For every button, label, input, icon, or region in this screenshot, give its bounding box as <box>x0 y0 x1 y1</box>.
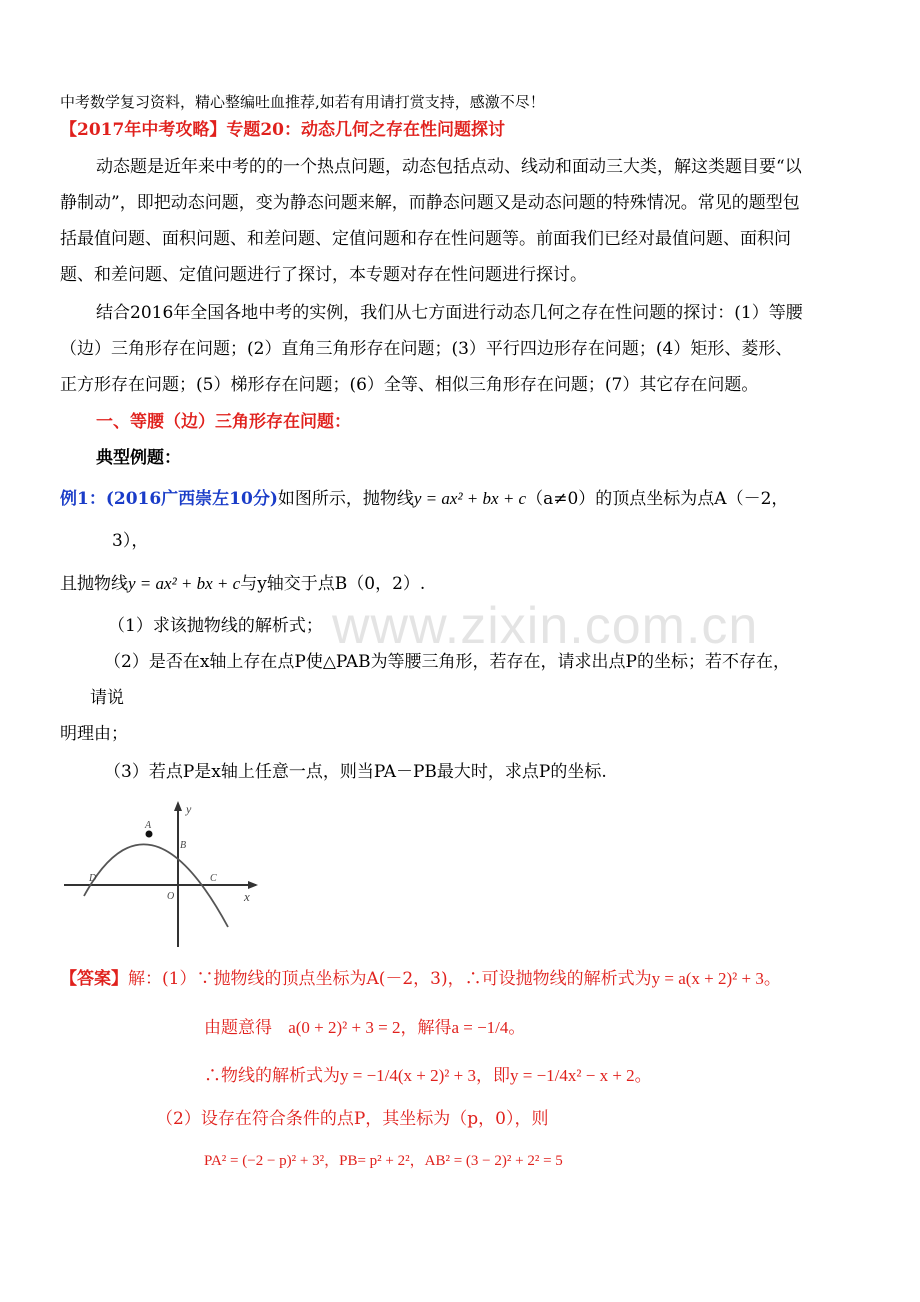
question-2-cont: 明理由； <box>60 724 128 744</box>
intro-line: （边）三角形存在问题；(2）直角三角形存在问题；(3）平行四边形存在问题；(4）矩形、菱形、 <box>60 339 793 359</box>
watermark: www.zixin.com.cn <box>332 597 759 655</box>
intro-line: 正方形存在问题；(5）梯形存在问题；(6）全等、相似三角形存在问题；(7）其它存在问题。 <box>60 375 759 395</box>
answer-label: 【答案】 <box>60 969 128 989</box>
section-heading: 一、等腰（边）三角形存在问题： <box>96 412 351 432</box>
answer-line-3: ∴物线的解析式为y = −1/4(x + 2)² + 3，即y = −1/4x² − x + 2。 <box>204 1066 652 1086</box>
answer-line-1: 【答案】解：(1）∵抛物线的顶点坐标为A(－2，3)，∴可设抛物线的解析式为y = a(x + 2)² + 3。 <box>60 969 781 989</box>
answer-line-2: 由题意得 a(0 + 2)² + 3 = 2，解得a = −1/4。 <box>204 1018 526 1038</box>
y-label: y <box>186 802 192 816</box>
origin-label: O <box>167 891 175 902</box>
page-title: 【2017年中考攻略】专题20：动态几何之存在性问题探讨 <box>60 120 505 140</box>
intro-line: 括最值问题、面积问题、和差问题、定值问题和存在性问题等。前面我们已经对最值问题、面积问 <box>60 229 791 249</box>
intro-line: 结合2016年全国各地中考的实例，我们从七方面进行动态几何之存在性问题的探讨：(1）等腰 <box>96 303 803 323</box>
question-2: （2）是否在x轴上存在点P使△PAB为等腰三角形，若存在，请求出点P的坐标；若不存在， <box>104 652 790 672</box>
intro-line: 动态题是近年来中考的的一个热点问题，动态包括点动、线动和面动三大类，解这类题目要“以 <box>96 157 802 177</box>
example-1-line: 且抛物线y = ax² + bx + c与y轴交于点B（0，2）. <box>60 574 426 594</box>
parabola-figure <box>60 795 270 950</box>
typical-heading: 典型例题： <box>96 448 181 468</box>
point-a-label: A <box>145 820 152 831</box>
question-1: （1）求该抛物线的解析式； <box>108 616 323 636</box>
parabola-equation: y = ax² + bx + c <box>413 489 527 508</box>
question-2-cont: 请说 <box>90 688 124 708</box>
example-label: 例1：(2016广西崇左10分) <box>60 489 278 509</box>
answer-line-5: PA² = (−2 − p)² + 3²，PB= p² + 2²，AB² = (3 − 2)² + 2² = 5 <box>204 1153 563 1169</box>
intro-line: 静制动”，即把动态问题，变为静态问题来解，而静态问题又是动态问题的特殊情况。常见的题型包 <box>60 193 800 213</box>
vertex-point-a <box>146 831 153 838</box>
x-label: x <box>244 889 250 904</box>
y-axis-arrow <box>174 801 182 811</box>
answer-line-4: （2）设存在符合条件的点P，其坐标为（p，0），则 <box>156 1109 549 1129</box>
parabola-equation: y = ax² + bx + c <box>128 574 241 593</box>
point-d-label: D <box>89 873 97 884</box>
question-3: （3）若点P是x轴上任意一点，则当PA－PB最大时，求点P的坐标. <box>104 762 607 782</box>
point-b-label: B <box>180 840 187 851</box>
example-1-statement: 例1：(2016广西崇左10分)如图所示，抛物线y = ax² + bx + c（a≠0）的顶点坐标为点A（－2， <box>60 489 789 509</box>
x-axis-arrow <box>248 881 258 889</box>
header-note: 中考数学复习资料，精心整编吐血推荐,如若有用请打赏支持，感激不尽！ <box>60 93 545 111</box>
point-c-label: C <box>210 873 217 884</box>
example-1-cont: 3）， <box>112 531 149 551</box>
intro-line: 题、和差问题、定值问题进行了探讨，本专题对存在性问题进行探讨。 <box>60 265 587 285</box>
